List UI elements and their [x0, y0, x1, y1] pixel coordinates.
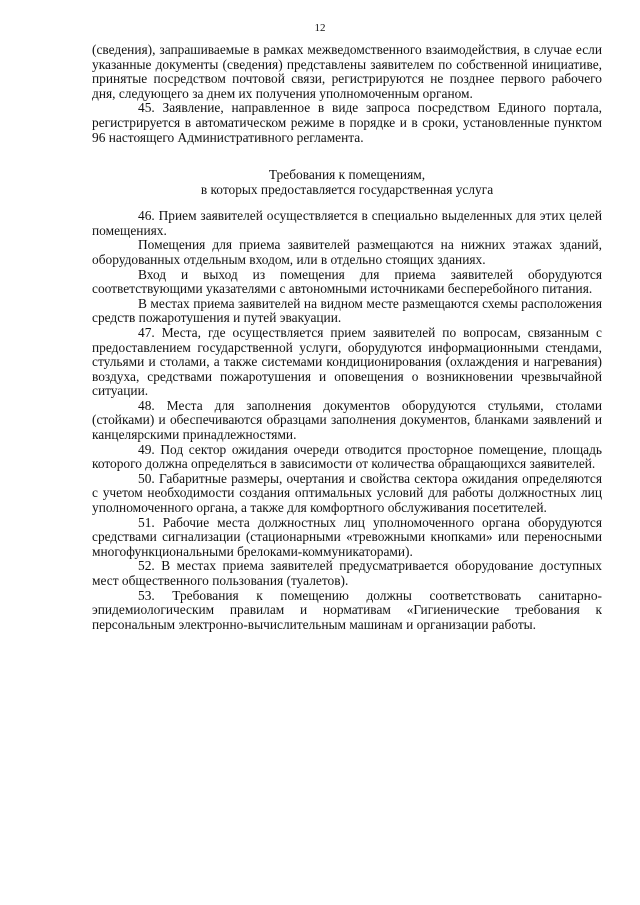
paragraph-premises: Помещения для приема заявителей размещаются на нижних этажах зданий, оборудованных отдельным входом, или в отдельно стоящих зданиях.	[92, 237, 602, 267]
paragraph-48: 48. Места для заполнения документов оборудуются стульями, столами (стойками) и обеспечиваются образцами заполнения документов, бланками заявлений и канцелярскими принадлежностями.	[92, 397, 602, 443]
paragraph-46: 46. Прием заявителей осуществляется в специально выделенных для этих целей помещениях.	[92, 208, 602, 238]
paragraph-entrance: Вход и выход из помещения для приема заявителей оборудуются соответствующими указателями с автономными источниками бесперебойного питания.	[92, 266, 602, 297]
paragraph-51: 51. Рабочие места должностных лиц уполномоченного органа оборудуются средствами сигнализации (стационарными «тревожными кнопками» или переносными многофункциональными брелоками-коммуникаторами).	[92, 514, 602, 559]
document-body	[92, 43, 602, 632]
paragraph-50: 50. Габаритные размеры, очертания и свойства сектора ожидания определяются с учетом необходимости создания оптимальных условий для работы должностных лиц уполномоченного органа, а также для комфортного обслуживания посетителей.	[92, 470, 602, 516]
paragraph-53: 53. Требования к помещению должны соответствовать санитарно-эпидемиологическим правилам и нормативам «Гигиенические требования к персональным электронно-вычислительным машинам и организации работы.	[92, 587, 602, 632]
page-number: 12	[314, 22, 326, 34]
paragraph-49: 49. Под сектор ожидания очереди отводится просторное помещение, площадь которого должна определяться в зависимости от количества обращающихся заявителей.	[92, 441, 602, 472]
paragraph-evacuation: В местах приема заявителей на видном месте размещаются схемы расположения средств пожаротушения и путей эвакуации.	[92, 295, 602, 326]
paragraph-52: 52. В местах приема заявителей предусматривается оборудование доступных мест общественного пользования (туалетов).	[92, 558, 602, 588]
section-heading-line-2: в которых предоставляется государственная услуга	[200, 182, 494, 198]
section-heading	[92, 167, 602, 197]
paragraph-47: 47. Места, где осуществляется прием заявителей по вопросам, связанным с предоставлением государственной услуги, оборудуются информационными стендами, стульями и столами, а также системами кондиционирования (охлаждения и нагревания) воздуха, средствами пожаротушения и оповещения о возникновении чрезвычайной ситуации.	[92, 324, 602, 399]
paragraph-continuation: (сведения), запрашиваемые в рамках межведомственного взаимодействия, в случае если указанные документы (сведения) представлены заявителем по собственной инициативе, принятые посредством почтовой связи, регистрируются не позднее первого рабочего дня, следующего за днем их получения уполномоченным органом.	[92, 42, 602, 101]
section-heading-line-1: Требования к помещениям,	[268, 167, 426, 183]
paragraph-45: 45. Заявление, направленное в виде запроса посредством Единого портала, регистрируется в автоматическом режиме в порядке и в сроки, установленные пунктом 96 настоящего Административного регламента.	[92, 100, 602, 145]
